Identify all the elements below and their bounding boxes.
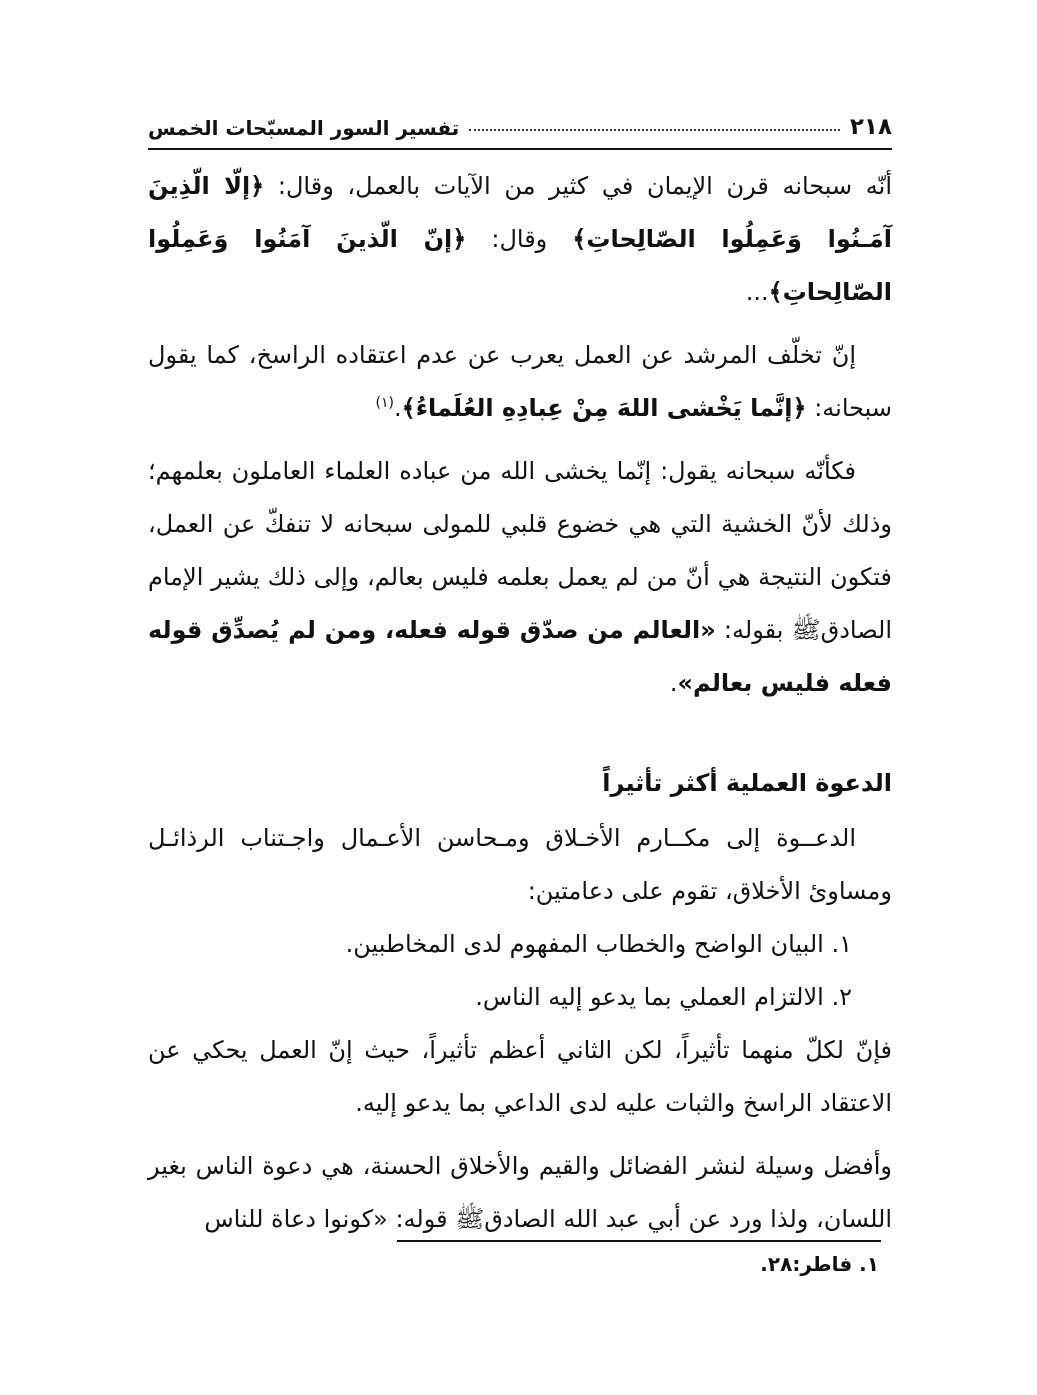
paragraph-2-period: . (393, 394, 402, 422)
paragraph-6-text-b: قوله: «كونوا دعاة للناس (204, 1205, 456, 1233)
paragraph-1-text-a: أنّه سبحانه قرن الإيمان في كثير من الآيات بالعمل، وقال: (264, 172, 893, 200)
book-title: تفسير السور المسبّحات الخمس (148, 116, 460, 140)
running-header (148, 100, 892, 140)
paragraph-3 (148, 445, 892, 710)
quran-verse: ﴿إنّ الّذينَ آمَنُوا وَعَمِلُوا الصّالِحاتِ﴾ (148, 225, 892, 306)
paragraph-3-period: . (669, 669, 678, 697)
body-text (148, 160, 892, 1246)
paragraph-6 (148, 1140, 892, 1246)
paragraph-4: الدعــوة إلى مكــارم الأخـلاق ومـحاسن الأعـمال واجـتناب الرذائـل ومساوئ الأخلاق، تقوم على دعامتين: (148, 824, 892, 905)
paragraph-2 (148, 329, 892, 435)
list-item: ٢. الالتزام العملي بما يدعو إليه الناس. (475, 983, 852, 1011)
honorific-symbol: ﷺ (455, 1205, 485, 1233)
section-title: الدعوة العملية أكثر تأثيراً (602, 769, 892, 797)
page-number: ٢١٨ (849, 114, 892, 140)
footnote: ١. فاطر:٢٨. (760, 1252, 879, 1276)
header-dot-leader (469, 129, 840, 131)
paragraph-1 (148, 160, 892, 319)
page (148, 100, 892, 1246)
paragraph-3-text-a: فكأنّه سبحانه يقول: إنّما يخشى الله من عباده العلماء العاملون بعلمهم؛ وذلك لأنّ الخشية التي هي خضوع قلبي للمولى سبحانه لا تنفكّ عن العمل، فتكون النتيجة هي أنّ من لم يعمل بعلمه فليس بعالم، وإلى ذلك يشير الإمام الصادق (148, 457, 892, 644)
list-item: ١. البيان الواضح والخطاب المفهوم لدى المخاطبين. (345, 930, 852, 958)
honorific-symbol: ﷺ (791, 616, 821, 644)
paragraph-1-text-b: وقال: (466, 225, 573, 253)
paragraph-1-ellipsis: ... (745, 278, 769, 306)
quran-verse: ﴿إنَّما يَخْشى اللهَ مِنْ عِبادِهِ العُلَماءُ﴾ (401, 394, 807, 422)
quran-verse: ﴿إلّا الّذِينَ آمَـنُوا وَعَمِلُوا الصّالِحاتِ﴾ (148, 172, 892, 253)
paragraph-5: فإنّ لكلّ منهما تأثيراً، لكن الثاني أعظم تأثيراً، حيث إنّ العمل يحكي عن الاعتقاد الراسخ والثبات عليه لدى الداعي بما يدعو إليه. (148, 1036, 892, 1117)
paragraph-2-text-a: إنّ تخلّف المرشد عن العمل يعرب عن عدم اعتقاده الراسخ، كما يقول سبحانه: (148, 341, 892, 422)
hadith-quote: «العالم من صدّق قوله فعله، ومن لم يُصدِّق قوله فعله فليس بعالم» (148, 616, 892, 697)
header-rule (148, 148, 892, 150)
paragraph-3-text-b: بقوله: (715, 616, 792, 644)
footnote-marker[interactable]: (١) (375, 395, 394, 411)
footnote-rule (397, 1240, 881, 1242)
paragraph-6-text-a: وأفضل وسيلة لنشر الفضائل والقيم والأخلاق الحسنة، هي دعوة الناس بغير اللسان، ولذا ورد عن أبي عبد الله الصادق (148, 1152, 892, 1233)
